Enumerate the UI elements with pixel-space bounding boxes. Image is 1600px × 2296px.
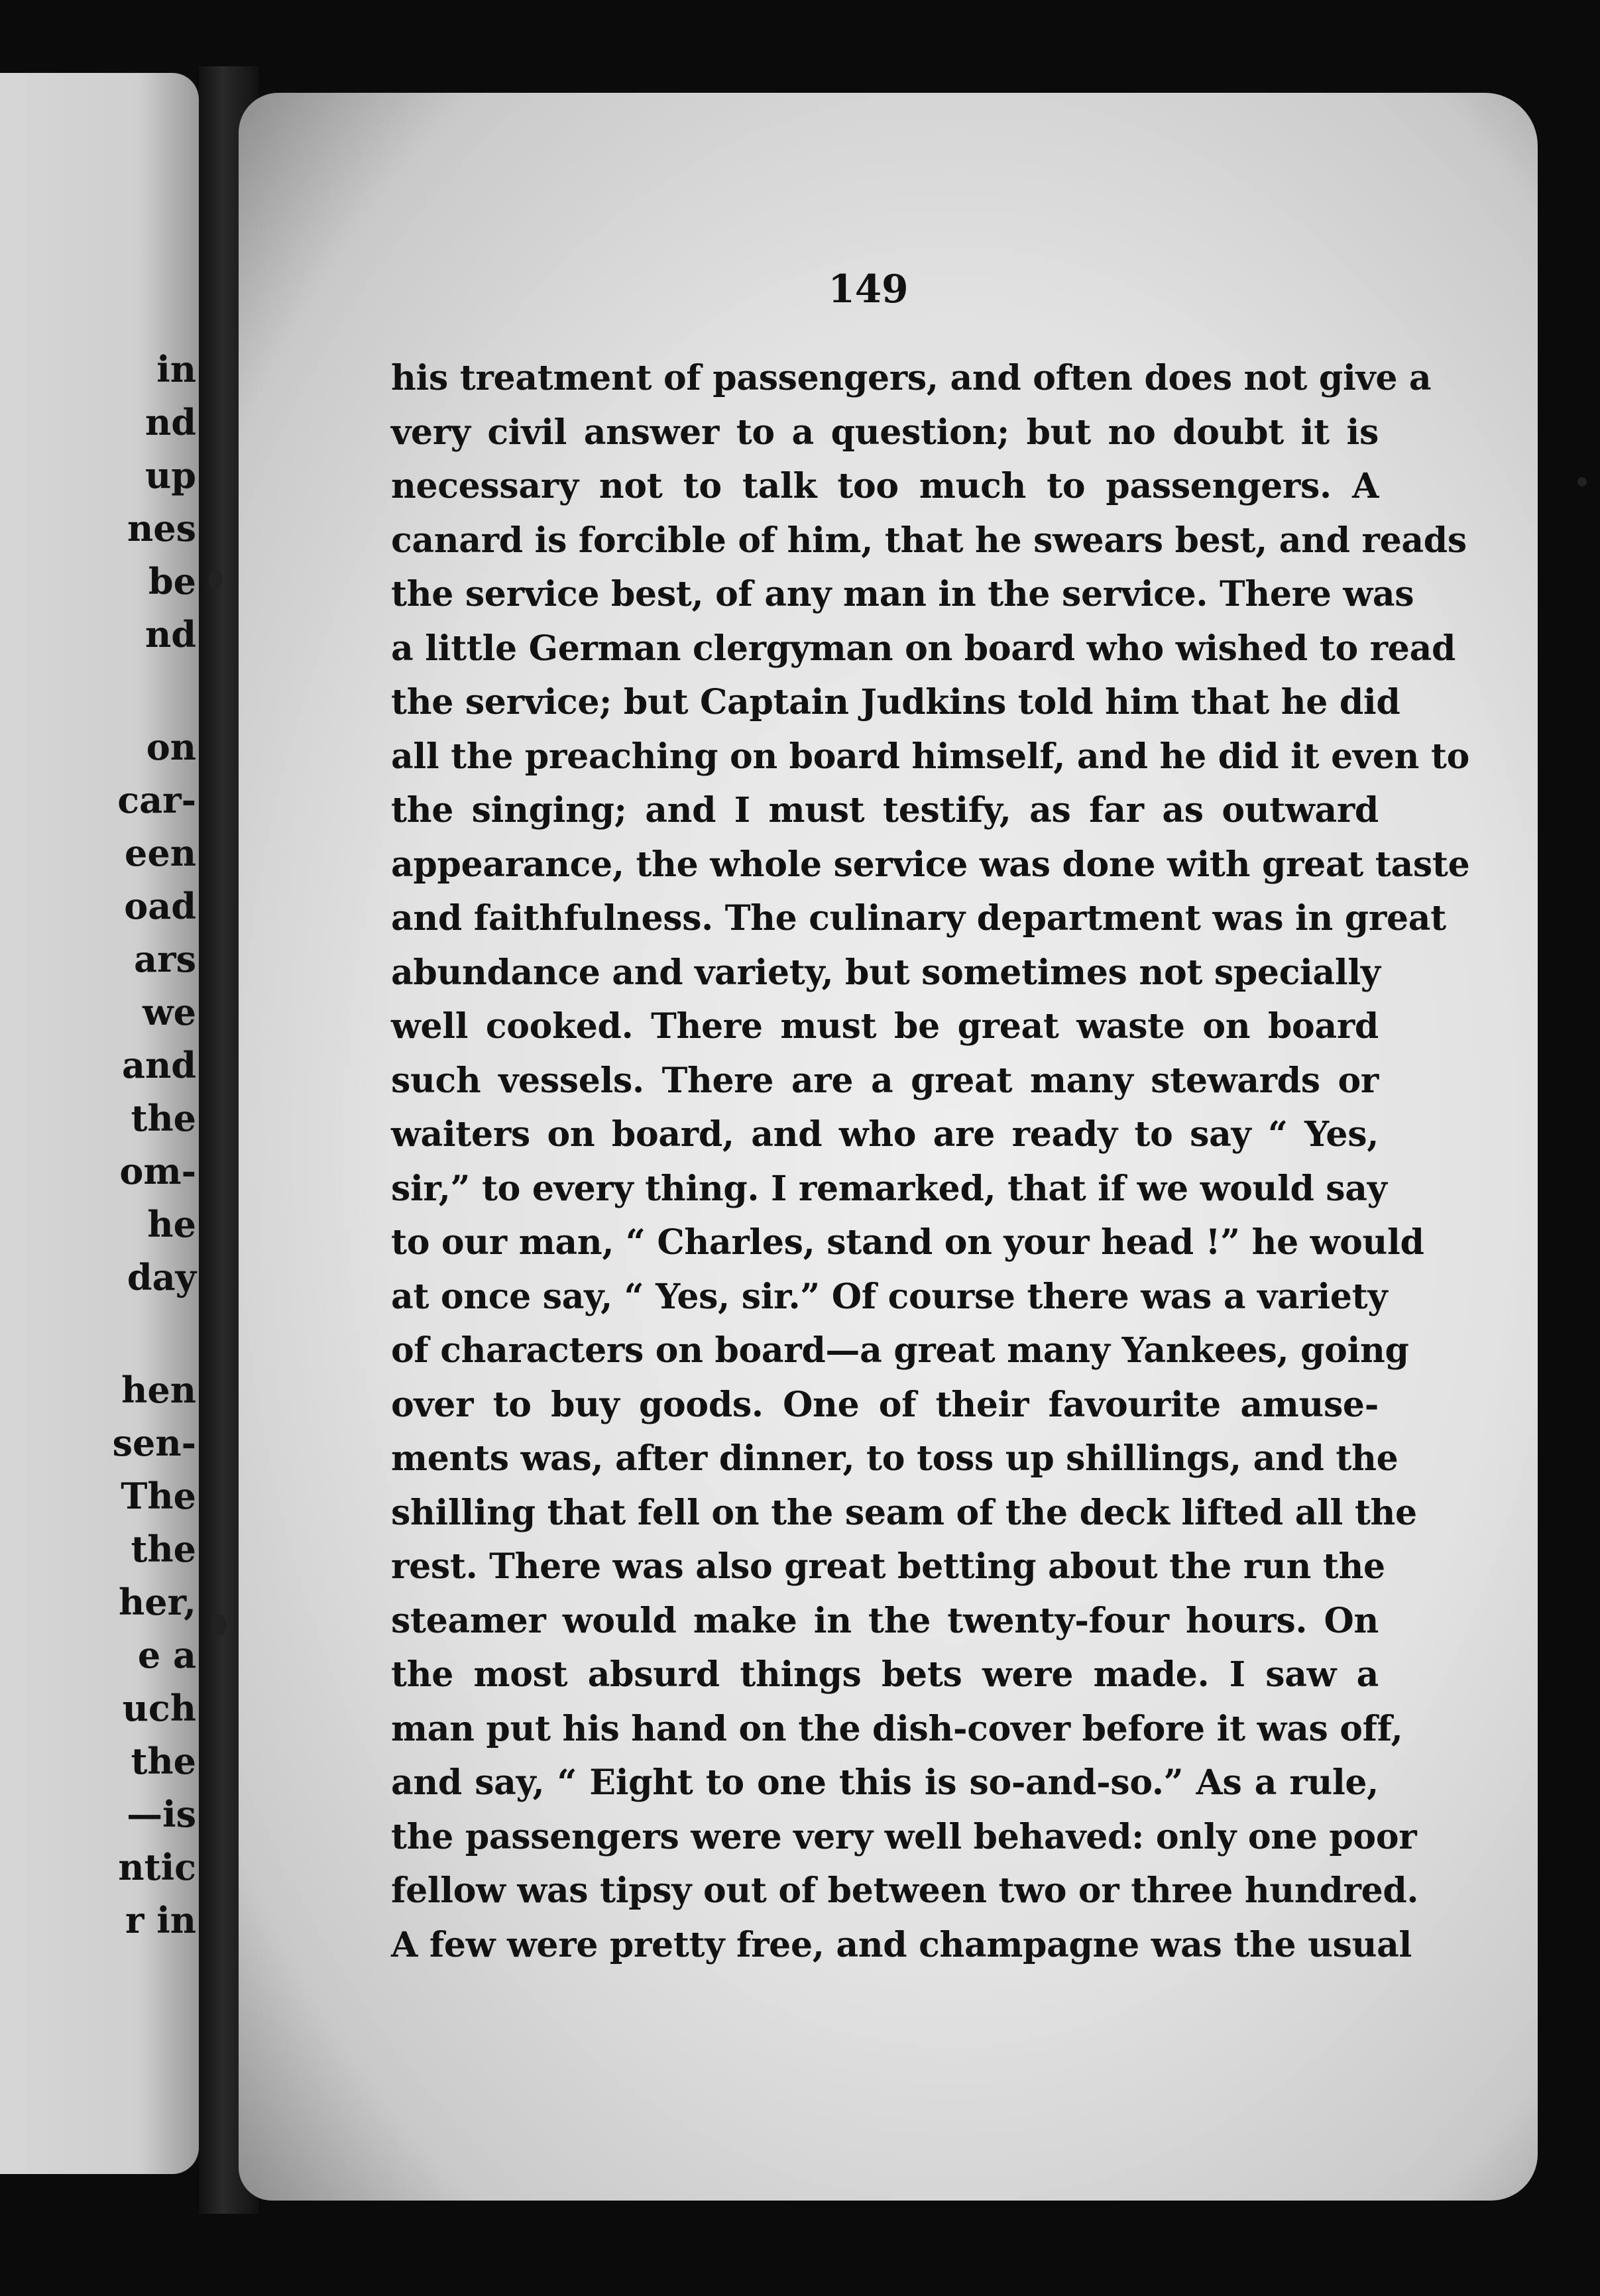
left-page-fragment: the: [131, 1097, 196, 1139]
left-page-fragment: day: [127, 1256, 196, 1298]
left-page: [0, 73, 199, 2174]
left-page-fragment: e a: [137, 1634, 196, 1676]
left-page-fragment: he: [147, 1203, 196, 1245]
left-page-fragment: on: [146, 726, 196, 768]
left-page-fragment: the: [131, 1528, 196, 1570]
text-line: rest. There was also great betting about the run the: [391, 1546, 1385, 1587]
text-line: the singing; and I must testify, as far as outward: [391, 790, 1379, 831]
text-line: very civil answer to a question; but no doubt it is: [391, 412, 1379, 453]
text-line: A few were pretty free, and champagne was the usual: [391, 1924, 1412, 1965]
text-line: the service best, of any man in the service. There was: [391, 574, 1414, 614]
left-page-fragment: the: [131, 1740, 196, 1782]
text-line: ments was, after dinner, to toss up shillings, and the: [391, 1438, 1399, 1479]
left-page-fragment: —is: [127, 1793, 196, 1835]
left-page-fragment: nes: [127, 507, 196, 549]
text-line: the service; but Captain Judkins told him that he did: [391, 682, 1400, 722]
text-line: steamer would make in the twenty-four hours. On: [391, 1600, 1379, 1641]
left-page-fragment: nd: [144, 613, 196, 656]
text-line: fellow was tipsy out of between two or three hundred.: [391, 1870, 1419, 1911]
text-line: the most absurd things bets were made. I saw a: [391, 1654, 1379, 1695]
left-page-fragment: in: [156, 348, 196, 390]
text-line: such vessels. There are a great many stewards or: [391, 1060, 1379, 1101]
text-line: abundance and variety, but sometimes not specially: [391, 952, 1381, 993]
left-page-fragment: r in: [125, 1899, 196, 1941]
text-line: necessary not to talk too much to passengers. A: [391, 466, 1379, 506]
text-line: over to buy goods. One of their favourite amuse-: [391, 1384, 1379, 1425]
text-line: a little German clergyman on board who wished to read: [391, 628, 1456, 669]
text-line: well cooked. There must be great waste on board: [391, 1006, 1379, 1047]
left-page-fragment: and: [121, 1044, 196, 1086]
text-line: shilling that fell on the seam of the deck lifted all the: [391, 1492, 1417, 1533]
text-line: and say, “ Eight to one this is so-and-so.” As a rule,: [391, 1762, 1379, 1803]
left-page-fragment: hen: [121, 1369, 196, 1411]
text-line: and faithfulness. The culinary department was in great: [391, 898, 1446, 939]
text-line: waiters on board, and who are ready to say “ Yes,: [391, 1114, 1379, 1155]
left-page-fragment: sen-: [112, 1422, 196, 1464]
text-line: to our man, “ Charles, stand on your head !” he would: [391, 1222, 1424, 1263]
left-page-fragment: nd: [144, 401, 196, 443]
left-page-fragment: uch: [122, 1687, 196, 1729]
left-page-fragment: een: [125, 832, 196, 874]
text-line: of characters on board—a great many Yankees, going: [391, 1330, 1409, 1371]
left-page-fragment: oad: [124, 885, 196, 927]
left-page-fragment: her,: [119, 1581, 196, 1623]
text-line: his treatment of passengers, and often does not give a: [391, 358, 1432, 398]
text-line: the passengers were very well behaved: only one poor: [391, 1816, 1417, 1857]
left-page-fragment: ntic: [118, 1846, 196, 1888]
binding-mark: [209, 570, 222, 589]
text-line: all the preaching on board himself, and he did it even to: [391, 736, 1469, 777]
text-line: man put his hand on the dish-cover before it was off,: [391, 1708, 1403, 1749]
left-page-fragment: car-: [117, 779, 196, 821]
text-line: canard is forcible of him, that he swears best, and reads: [391, 520, 1467, 561]
left-page-fragment: be: [148, 560, 196, 603]
binding-mark: [211, 1614, 227, 1636]
left-page-fragment: The: [121, 1475, 196, 1517]
body-text: [391, 351, 1470, 1972]
left-page-fragment: ars: [134, 938, 196, 980]
print-speck: [1577, 477, 1587, 487]
text-line: at once say, “ Yes, sir.” Of course there was a variety: [391, 1276, 1388, 1317]
text-line: appearance, the whole service was done with great taste: [391, 844, 1470, 885]
left-page-fragment: we: [143, 991, 196, 1033]
text-line: sir,” to every thing. I remarked, that if we would say: [391, 1168, 1387, 1209]
left-page-fragment: om-: [119, 1150, 196, 1192]
page-number: 149: [828, 266, 909, 312]
left-page-fragment: up: [144, 454, 196, 496]
